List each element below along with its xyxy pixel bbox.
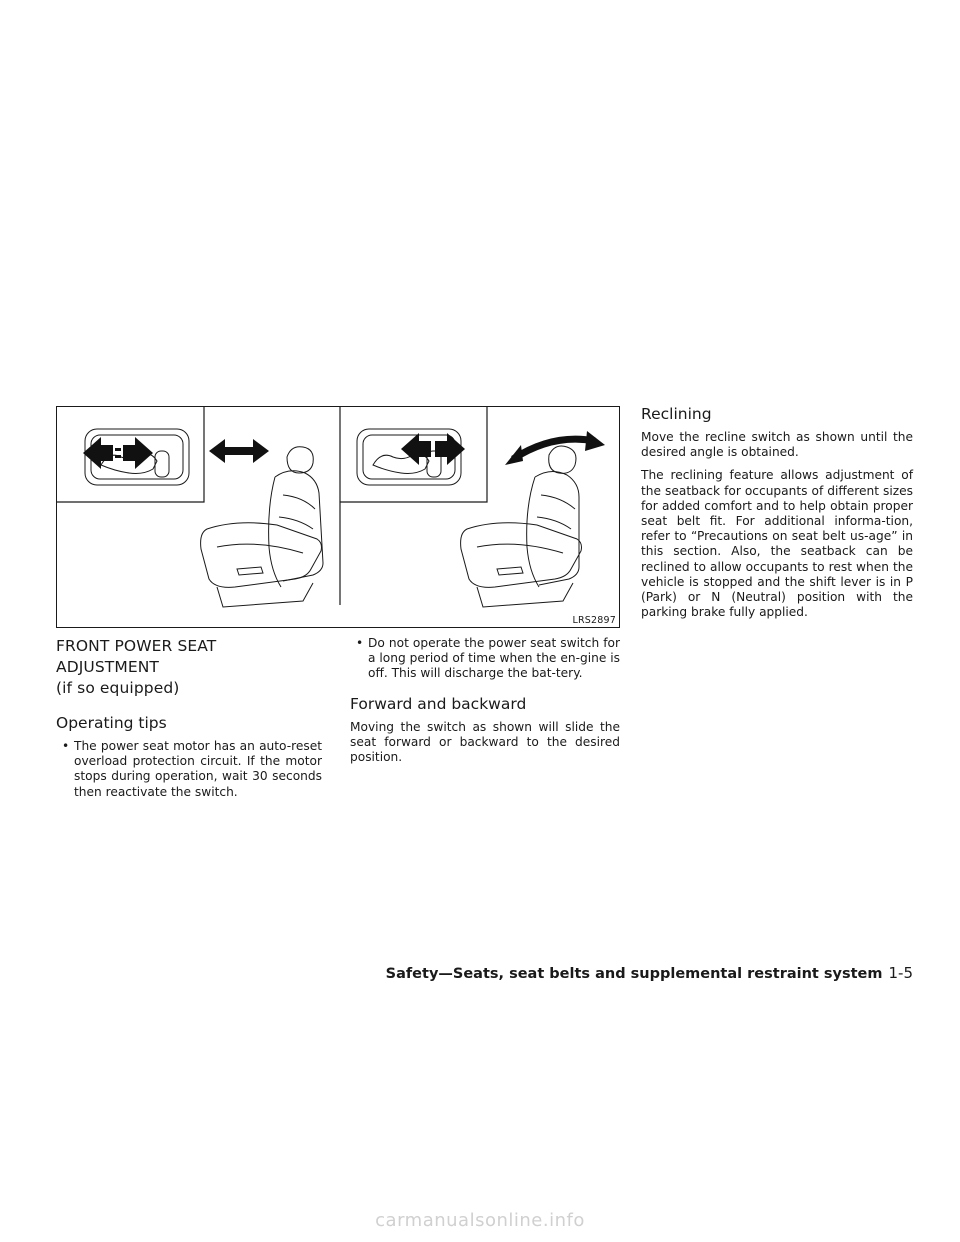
watermark: carmanualsonline.info <box>375 1210 585 1231</box>
slide-double-arrow-icon <box>83 437 153 469</box>
reclining-paragraph-1: Move the recline switch as shown until the desired angle is obtained. <box>641 430 913 460</box>
seat-drawing-right <box>461 446 582 607</box>
section-heading-line2: (if so equipped) <box>56 679 180 697</box>
tip-text: Do not operate the power seat switch for a long period of time when the en-gine is off. This will discharge the bat-tery. <box>368 636 620 681</box>
reclining-paragraph-2: The reclining feature allows adjustment of the seatback for occupants of different sizes for added comfort and to help obtain proper seat belt fit. For additional informa-tion, refer to “Precautions on seat belt us-age” in this section. Also, the seatback can be reclined to allow occupants to rest when the vehicle is stopped and the shift lever is in P (Park) or N (Neutral) position with the parking brake fully applied. <box>641 468 913 620</box>
list-item <box>56 739 322 800</box>
list-item <box>350 636 620 682</box>
figure-code: LRS2897 <box>572 615 616 626</box>
bullet-glyph: • <box>62 739 70 753</box>
footer-section-title: Safety—Seats, seat belts and supplemental restraint system <box>385 966 883 982</box>
operating-tips-list-continued <box>350 636 620 682</box>
column-3 <box>641 404 913 628</box>
seat-adjustment-illustration <box>56 406 620 628</box>
section-heading-line1: FRONT POWER SEAT ADJUSTMENT <box>56 637 217 676</box>
operating-tips-list <box>56 739 322 800</box>
operating-tips-heading: Operating tips <box>56 714 167 732</box>
page-number: 1-5 <box>888 964 913 982</box>
seat-drawing-left <box>201 447 323 607</box>
column-1 <box>56 636 322 808</box>
bullet-glyph: • <box>356 636 364 650</box>
forward-backward-arrow-icon <box>209 439 269 463</box>
forward-backward-text: Moving the switch as shown will slide the seat forward or backward to the desired position. <box>350 719 620 765</box>
column-2 <box>350 636 620 773</box>
tip-text: The power seat motor has an auto-reset overload protection circuit. If the motor stops during operation, wait 30 seconds then reactivate the switch. <box>74 739 322 799</box>
page-footer <box>0 964 913 982</box>
reclining-heading: Reclining <box>641 405 712 423</box>
forward-backward-heading: Forward and backward <box>350 694 527 713</box>
section-heading <box>56 636 322 699</box>
seat-diagram <box>57 407 621 629</box>
